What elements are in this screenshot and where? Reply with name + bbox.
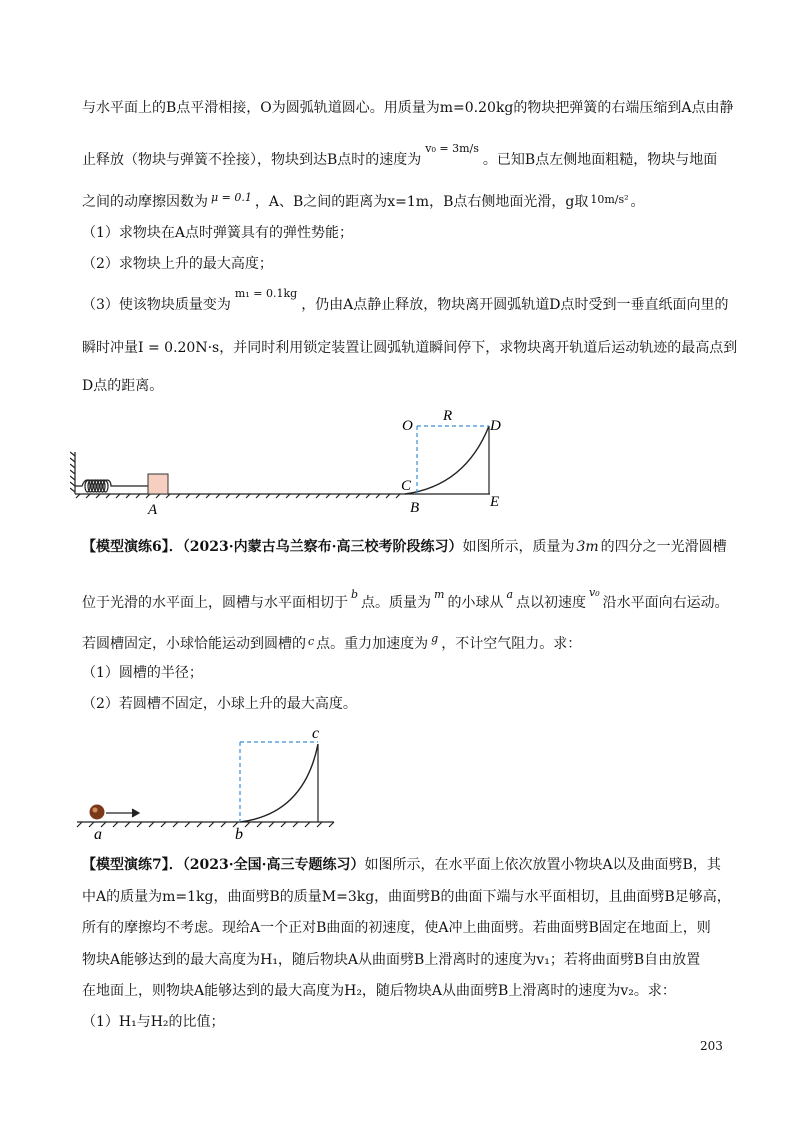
p2-line3-text: 若圆槽固定，小球恰能运动到圆槽的 — [82, 636, 306, 652]
p2-line1-text2: 的四分之一光滑圆槽 — [600, 539, 727, 555]
ground-hatching — [76, 494, 400, 498]
p2-line2-text: 位于光滑的水平面上，圆槽与水平面相切于 — [82, 595, 348, 611]
p2-line1 — [82, 537, 727, 557]
label-b: b — [235, 826, 243, 842]
m1-formula: m₁ = 0.1kg — [234, 287, 298, 300]
p2-heading: 【模型演练6】．（2023·内蒙古乌兰察布·高三校考阶段练习） — [82, 539, 463, 555]
var-c: c — [308, 635, 315, 648]
p2-line2-text2: 点。质量为 — [361, 595, 432, 611]
v0-formula: v₀ = 3m/s — [425, 142, 479, 155]
p2-line3-text3: ，不计空气阻力。求： — [441, 636, 582, 652]
g-formula: 10m/s² — [590, 193, 629, 206]
arrow-head — [132, 809, 139, 817]
label-E: E — [490, 494, 500, 510]
p2-line2-text5: 沿水平面向右运动。 — [602, 595, 729, 611]
p1-line2 — [82, 142, 718, 171]
p2-line1-text: 如图所示，质量为 — [462, 539, 575, 555]
figure-1-spring-track — [70, 410, 530, 520]
p1-q3-text: （3）使该物块质量变为 — [82, 297, 231, 313]
p3-q1: （1）H₁与H₂的比值； — [82, 1014, 225, 1030]
label-A: A — [148, 502, 158, 518]
var-a: a — [506, 588, 514, 601]
label-C: C — [401, 478, 412, 494]
label-B: B — [410, 500, 420, 516]
label-O: O — [402, 418, 413, 434]
p1-line3-text2: ，A、B之间的距离为x=1m，B点右侧地面光滑，g取 — [254, 194, 589, 210]
page-number: 203 — [700, 1039, 723, 1053]
p2-line2-text4: 点以初速度 — [516, 595, 587, 611]
groove-arc — [240, 744, 318, 822]
p2-q1: （1）圆槽的半径； — [82, 665, 203, 681]
var-v0: v₀ — [589, 586, 600, 599]
spring — [75, 480, 148, 492]
figure-2-circular-groove — [72, 722, 342, 842]
p3-heading: 【模型演练7】．（2023·全国·高三专题练习） — [82, 857, 365, 873]
p3-line2: 中A的质量为m=1kg，曲面劈B的质量M=3kg，曲面劈B的曲面下端与水平面相切，且曲面劈B足够高， — [82, 889, 731, 905]
var-3m: 3m — [576, 539, 599, 555]
label-a: a — [94, 826, 102, 842]
mu-formula: μ = 0.1 — [211, 191, 252, 204]
p3-line3: 所有的摩擦均不考虑。现给A一个正对B曲面的初速度，使A冲上曲面劈。若曲面劈B固定在地面上，则 — [82, 920, 711, 936]
p3-line4: 物块A能够达到的最大高度为H₁，随后物块A从曲面劈B上滑离时的速度为v₁；若将曲面劈B自由放置 — [82, 952, 701, 968]
p3-line1 — [82, 855, 721, 875]
p2-line2-text3: 的小球从 — [447, 595, 504, 611]
p2-line3-text2: 点。重力加速度为 — [316, 636, 429, 652]
label-c: c — [312, 725, 320, 742]
var-g: g — [431, 632, 439, 645]
block-at-A — [148, 474, 168, 494]
p1-line3 — [82, 192, 645, 213]
ground-hatching-2 — [77, 822, 334, 827]
label-D: D — [490, 418, 501, 434]
p1-q2: （2）求物块上升的最大高度； — [82, 256, 273, 272]
p2-line3 — [82, 634, 581, 655]
p1-line2-text2: 。已知B点左侧地面粗糙，物块与地面 — [482, 152, 718, 168]
ball — [90, 805, 105, 820]
wall-hatching — [70, 452, 75, 492]
p2-line2 — [82, 586, 729, 614]
dashed-radius-box — [417, 426, 489, 494]
p1-line2-text: 止释放（物块与弹簧不拴接），物块到达B点时的速度为 — [82, 152, 422, 168]
p3-line1-text: 如图所示，在水平面上依次放置小物块A以及曲面劈B，其 — [364, 857, 721, 873]
p1-line3-text: 之间的动摩擦因数为 — [82, 194, 208, 210]
p1-q3-line2: 瞬时冲量I = 0.20N·s，并同时利用锁定装置让圆弧轨道瞬间停下，求物块离开轨道后运动轨迹的最高点到 — [82, 340, 738, 356]
p1-line1: 与水平面上的B点平滑相接，O为圆弧轨道圆心。用质量为m=0.20kg的物块把弹簧的右端压缩到A点由静 — [82, 100, 734, 116]
p1-q3-text2: ，仍由A点静止释放，物块离开圆弧轨道D点时受到一垂直纸面向里的 — [301, 297, 729, 313]
p1-q3 — [82, 287, 729, 316]
label-R: R — [443, 410, 453, 424]
p1-line3-end: 。 — [630, 194, 645, 210]
p2-q2: （2）若圆槽不固定，小球上升的最大高度。 — [82, 696, 357, 712]
p1-q3-line3: D点的距离。 — [82, 378, 164, 394]
p1-q1: （1）求物块在A点时弹簧具有的弹性势能； — [82, 225, 354, 241]
var-m: m — [434, 588, 445, 601]
var-b: b — [351, 588, 359, 601]
dashed-box-2 — [240, 742, 318, 822]
p3-line5: 在地面上，则物块A能够达到的最大高度为H₂，随后物块A从曲面劈B上滑离时的速度为v₂。求： — [82, 983, 676, 999]
